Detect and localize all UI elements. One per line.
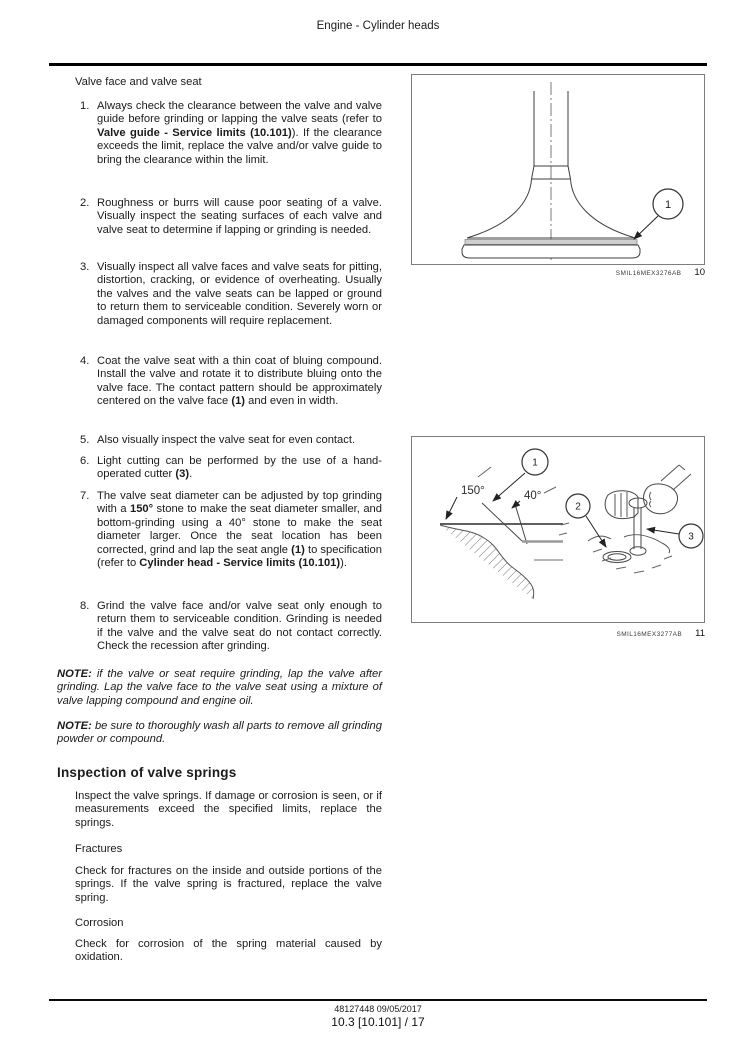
note-text: if the valve or seat require grinding, lap the valve after grinding. Lap the valve face to the valve seat using a mixture of valve lapping compound and engine oil. [57,668,382,707]
list-item-step-3 [57,261,382,328]
valve-face-band [465,240,637,245]
paragraph: Inspect the valve springs. If damage or corrosion is seen, or if measurements exceed the specified limits, replace the springs. [75,790,382,829]
callout-1-label: 1 [532,457,538,469]
step-number: 5. [80,434,90,446]
note-paragraph [57,720,382,747]
footer-rule [49,999,707,1001]
footer-doc-line: 48127448 09/05/2017 [334,1004,422,1014]
list-item-step-2 [57,197,382,237]
figure-code: SMIL16MEX3276AB [615,270,682,277]
note-paragraph [57,668,382,708]
step-text: Also visually inspect the valve seat for even contact. [97,434,356,446]
list-item-step-8 [57,600,382,654]
list-item-step-4 [57,355,382,409]
valve-figure-svg [412,75,704,264]
figure-number: 11 [695,628,705,639]
step-number: 1. [80,100,90,112]
step-text: Light cutting can be performed by the use of a hand-operated cutter (3). [97,455,382,481]
figure-caption [411,628,705,639]
step-text: Always check the clearance between the valve and valve guide before grinding or lapping the valve seats (refer to Valve guide - Service limits (10.101)). If the clearance exceeds the limit, replace the valve and/or valve guide to bring the clearance within the limit. [97,100,383,166]
figure-code: SMIL16MEX3277AB [616,631,683,638]
paragraph: Check for fractures on the inside and outside portions of the springs. If the valve spring is fractured, replace the valve spring. [75,865,382,904]
callout-2-label: 2 [575,501,581,513]
note-label: NOTE: [57,720,92,732]
hatched-flank [440,525,534,599]
figure-valve [411,74,705,265]
left-hand [605,491,638,519]
angle-label-40: 40° [524,490,542,502]
step-number: 7. [80,490,90,502]
note-text: be sure to thoroughly wash all parts to remove all grinding powder or compound. [57,720,382,746]
footer-page-reference: 10.3 [10.101] / 17 [331,1015,425,1029]
list-item-step-1 [57,100,382,167]
page-header [49,20,707,32]
note-label: NOTE: [57,668,92,680]
arm-lines [661,465,691,490]
figure-caption [411,267,705,278]
figure-seat-grinding [411,436,705,623]
figure-number: 10 [694,267,705,278]
seat-figure-svg [412,437,704,622]
section-heading: Inspection of valve springs [57,765,237,780]
sub-section-title: Fractures [75,843,123,855]
step-number: 4. [80,355,90,367]
step-text: Grind the valve face and/or valve seat only enough to return them to serviceable condition. Grinding is needed if the valve and the valve seat do not contact correctly. Check the recession after grinding. [97,600,382,653]
step-number: 6. [80,455,90,467]
angle-label-150: 150° [461,485,485,497]
section-subtitle: Valve face and valve seat [75,76,202,88]
sub-section-title: Corrosion [75,917,124,929]
step-text: Coat the valve seat with a thin coat of bluing compound. Install the valve and rotate it to distribute bluing onto the valve face. The contact pattern should be approximately centered on the valve face (1) and even in width. [97,355,382,408]
step-number: 3. [80,261,90,273]
list-item-step-7 [57,490,382,570]
callout-3-label: 3 [688,531,694,543]
header-rule [49,63,707,66]
page-title: Engine - Cylinder heads [316,20,440,32]
callout-1-label: 1 [664,198,672,211]
step-text: Roughness or burrs will cause poor seating of a valve. Visually inspect the seating surfaces of each valve and valve seat to determine if lapping or grinding is needed. [97,197,382,236]
step-text: Visually inspect all valve faces and valve seats for pitting, distortion, cracking, or evidence of overheating. Usually the valves and the valve seats can be lapped or ground to return them to serviceable condition. Severely worn or damaged components will require replacement. [97,261,382,327]
list-item-step-6 [57,455,382,482]
step-text: The valve seat diameter can be adjusted by top grinding with a 150° stone to make the seat diameter smaller, and bottom-grinding using a 40° stone to make the seat diameter larger. Once the seat location has been corrected, grind and lap the seat angle (1) to specification (refer to Cylinder head - Service limits (10.101)). [97,490,382,570]
right-hand [644,484,678,514]
list-item-step-5 [57,434,382,447]
callout-arrow [634,216,658,239]
seat-ring [603,552,631,563]
step-number: 8. [80,600,90,612]
paragraph: Check for corrosion of the spring material caused by oxidation. [75,938,382,964]
step-number: 2. [80,197,90,209]
